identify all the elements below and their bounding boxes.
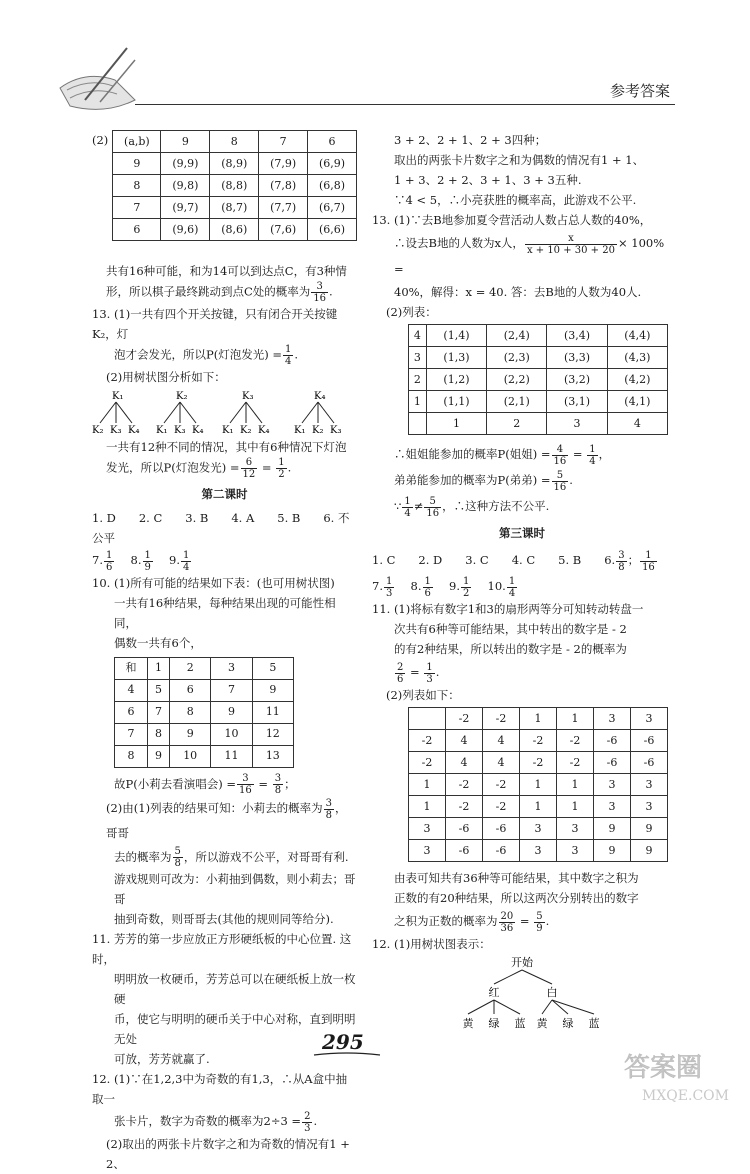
question-10-line: 10. (1)所有可能的结果如下表：(也可用树状图) [92,575,335,590]
table-cell [409,413,427,435]
table-cell: (3,1) [547,391,607,413]
table-cell: 3 [631,796,668,818]
question-12-line: 12. (1)∵在1,2,3中为奇数的有1,3，∴从A盒中抽取一 [92,1072,348,1106]
tree-node: K₄ [128,425,140,436]
table-cell: 4 [483,730,520,752]
table-cell: (6,9) [308,153,357,175]
fraction: $\frac{5}{8}$ [174,846,181,869]
table-row [409,752,668,774]
table-cell: 1 [520,796,557,818]
fraction: $\frac{1}{3}$ [385,575,393,599]
watermark-text: 答案圈 [624,1053,703,1083]
table-cell: 1 [557,774,594,796]
tree-node: K₁ [222,425,234,436]
table-row [409,730,668,752]
question-13-line: 13. (1)∵去B地参加夏令营活动人数占总人数的40%， [372,213,652,227]
fraction: $\frac{2}{6}$ [397,661,404,685]
fraction: $\frac{5}{16}$ [553,469,567,493]
tree-node: K₂ [92,425,104,436]
table-cell: 1 [557,796,594,818]
table-siblings [408,324,668,435]
tree-node: K₄ [258,425,270,436]
text-line: (2)由(1)列表的结果可知：小莉去的概率为 $\frac{3}{8}$ ，哥哥 [106,797,347,840]
table-cell: (3,3) [547,347,607,369]
table-cell: (6,7) [308,197,357,219]
table-cell: -6 [483,818,520,840]
tree-node: K₂ [312,425,324,436]
text-line: 故P(小莉去看演唱会) = $\frac{3}{16}$ = $\frac{3}{8}$ ； [114,773,296,796]
table-cell: -2 [446,708,483,730]
text-line: 张卡片，数字为奇数的概率为2÷3 = $\frac{2}{3}$ . [114,1110,318,1134]
table-cell: (6,6) [308,219,357,241]
fraction: $\frac{1}{6}$ [105,549,113,573]
table-cell: -6 [594,752,631,774]
table-cell: 9 [170,723,211,745]
table-row [113,197,357,219]
tree-node: K₃ [110,425,122,436]
table-cell: 8 [170,701,211,723]
table-cell: 8 [113,175,161,197]
table-cell: 1 [426,413,486,435]
table-cell: 和 [115,657,148,679]
fraction: $\frac{1}{16}$ [642,549,655,573]
section-title: 第三课时 [499,526,545,540]
table-cell: (7,7) [259,197,308,219]
table-cell: (9,8) [161,175,210,197]
text-line: 由表可知共有36种等可能结果，其中数字之积为 [394,871,639,885]
question-11-line: 11. 芳芳的第一步应放正方形硬纸板的中心位置. 这时， [92,932,352,966]
table-cell: (a,b) [113,131,161,153]
text-line: (2)列表： [386,305,437,319]
table-row [115,657,294,679]
tree-node: K₁ [112,391,124,402]
table-cell: 6 [170,679,211,701]
fraction: $\frac{3}{8}$ [325,797,332,821]
table-cell: -2 [520,752,557,774]
text-line: 币，使它与明明的硬币关于中心对称，直到明明无处 [114,1012,356,1046]
tree-node: 绿 [488,1017,500,1030]
page-number: 295 [322,1030,364,1054]
tree-node: 蓝 [514,1017,526,1030]
fraction: $\frac{3}{16}$ [239,773,252,796]
table-cell: -2 [557,730,594,752]
tree-node: 白 [546,986,558,999]
table-cell: 9 [211,701,252,723]
table-cell: -2 [520,730,557,752]
table-cell: 8 [115,745,148,767]
text-line: ∵ $\frac{1}{4}$ ≠ $\frac{5}{16}$ ，∴这种方法不公平. [394,495,550,519]
fraction: $\frac{1}{4}$ [285,344,292,367]
tree-branch [222,391,269,436]
table-cell: 6 [115,701,148,723]
fraction: $\frac{1}{3}$ [426,661,433,685]
table-cell: (8,7) [210,197,259,219]
fraction: $\frac{x}{x + 10 + 30 + 20}$ [526,232,615,256]
right-column [372,130,672,1034]
table-cell: 7 [148,701,170,723]
text-line: 弟弟能参加的概率为P(弟弟) = $\frac{5}{16}$ . [394,469,573,493]
question-12-line: 12. (1)用树状图表示： [372,937,491,951]
table-products [408,707,668,862]
fraction: $\frac{1}{6}$ [424,575,431,599]
fraction: $\frac{2}{3}$ [304,1110,311,1134]
table-row [409,774,668,796]
table-cell: 3 [409,840,446,862]
question-11-line: 11. (1)将标有数字1和3的扇形两等分可知转动转盘一 [372,602,644,616]
table-cell: (2,1) [487,391,547,413]
table-cell: (2,4) [487,325,547,347]
table-cell: 3 [547,413,607,435]
table-row [409,818,668,840]
answer-line: 7. $\frac{1}{3}$ 8. $\frac{1}{6}$ 9. $\frac{1}{2}$ 10. $\frac{1}{4}$ [372,575,516,599]
header-decoration-icon [55,40,145,115]
table-cell: 1 [148,657,170,679]
table-cell: 2 [170,657,211,679]
table-cell: 1 [409,796,446,818]
left-column [92,130,357,1174]
tree-node: K₁ [294,425,306,436]
table-cell: 4 [409,325,427,347]
table-cell: (3,2) [547,369,607,391]
table-cell: -2 [409,752,446,774]
tree-diagram-colors [372,954,672,1034]
text-line: 可放，芳芳就赢了. [114,1052,210,1066]
table-cell: (8,8) [210,175,259,197]
table-cell: 9 [594,840,631,862]
fraction: $\frac{4}{16}$ [553,443,567,467]
header-title: 参考答案 [609,82,670,100]
table-cell: -2 [446,774,483,796]
fraction: $\frac{3}{8}$ [274,773,282,796]
text-line: 取出的两张卡片数字之和为偶数的情况有1 + 1、 [394,153,645,167]
table-cell: 3 [594,796,631,818]
table-row [409,347,668,369]
tree-node: 红 [488,986,500,999]
text-line: 泡才会发光，所以P(灯泡发光) = $\frac{1}{4}$ . [114,344,299,367]
text-line: 之积为正数的概率为 $\frac{20}{36}$ = $\frac{5}{9}$ . [394,910,550,934]
table-cell: (4,1) [607,391,667,413]
table-cell: 1 [557,708,594,730]
table-cell: (3,4) [547,325,607,347]
fraction: $\frac{5}{9}$ [536,910,543,934]
tree-node: 绿 [562,1017,574,1030]
table-row [115,701,294,723]
table-cell: (1,1) [426,391,486,413]
table-cell: (4,4) [607,325,667,347]
table-cell: 3 [557,840,594,862]
table-cell [409,708,446,730]
table-cell: 6 [308,131,357,153]
table-cell: -6 [446,840,483,862]
answer-line: 7. $\frac{1}{6}$ 8. $\frac{1}{9}$ 9. $\frac{1}{4}$ [92,549,190,573]
text-line: 的有2种结果，所以转出的数字是 - 2的概率为 [394,642,627,656]
table-row [113,131,357,153]
fraction: $\frac{3}{8}$ [618,549,625,573]
tree-node: K₁ [156,425,168,436]
text-line: 1 + 3、2 + 2、3 + 1、3 + 3五种. [394,173,582,187]
text-line: (2)列表如下： [386,688,460,702]
table-cell: 3 [557,818,594,840]
table-cell: 5 [252,657,293,679]
table-cell: 5 [148,679,170,701]
tree-branch [156,391,203,436]
text-line: 一共有16种结果，每种结果出现的可能性相同， [114,595,336,630]
tree-branch [294,391,341,436]
question-13-line: 13. (1)一共有四个开关按键，只有闭合开关按键K₂，灯 [92,307,338,341]
table-cell: 9 [631,818,668,840]
tree-node: 开始 [511,956,533,969]
watermark-text: MXQE.COM [642,1088,729,1104]
table-cell: -2 [483,774,520,796]
table-cell: -6 [594,730,631,752]
table-cell: (7,9) [259,153,308,175]
text-line: 偶数一共有6个， [114,635,202,650]
table-cell: 7 [115,723,148,745]
table-cell: 3 [409,818,446,840]
table-cell: (2,2) [487,369,547,391]
fraction: $\frac{20}{36}$ [500,910,514,934]
table-cell: (9,7) [161,197,210,219]
table-cell: 4 [115,679,148,701]
table-cell: (2,3) [487,347,547,369]
tree-node: K₃ [174,425,186,436]
table-row [115,745,294,767]
tree-branch [92,391,139,436]
table-cell: 3 [520,840,557,862]
table-row [409,796,668,818]
table-cell: 1 [520,774,557,796]
table-cell: -2 [409,730,446,752]
fraction: $\frac{1}{9}$ [144,549,151,573]
table-cell: 3 [631,708,668,730]
table-row [409,369,668,391]
table-row [115,723,294,745]
tree-diagram-switches [92,387,357,437]
fraction: $\frac{5}{16}$ [426,495,440,519]
table-cell: 7 [113,197,161,219]
table-cell: 11 [252,701,293,723]
table-cell: 2 [409,369,427,391]
table-sums [114,657,294,768]
table-cell: 7 [211,679,252,701]
table-cell: (8,9) [210,153,259,175]
text-line: (2)用树状图分析如下： [106,370,226,384]
table-cell: 7 [259,131,308,153]
tree-node: 蓝 [588,1017,600,1030]
table-cell: (4,2) [607,369,667,391]
fraction: $\frac{3}{16}$ [313,281,327,304]
table-cell: 3 [594,774,631,796]
table-cell: 2 [487,413,547,435]
fraction: $\frac{6}{12}$ [242,457,256,480]
table-row [113,153,357,175]
tree-node: K₂ [240,425,252,436]
table-cell: 3 [409,347,427,369]
text-line: 次共有6种等可能结果，其中转出的数字是 - 2 [394,622,627,636]
answer-line: 1. C 2. D 3. C 4. C 5. B 6. $\frac{3}{8}$ ； $\frac{1}{16}$ [372,549,655,573]
table-cell: 9 [631,840,668,862]
table-cell: 1 [520,708,557,730]
table-row [409,325,668,347]
table-cell: 9 [252,679,293,701]
table-cell: (6,8) [308,175,357,197]
table-cell: 1 [409,774,446,796]
tree-node: 黄 [462,1017,474,1030]
text-line: $\frac{2}{6}$ = $\frac{1}{3}$ . [397,661,440,685]
header-rule [135,104,675,105]
fraction: $\frac{1}{4}$ [589,443,596,467]
table-cell: (9,6) [161,219,210,241]
table-cell: 13 [252,745,293,767]
table-cell: 3 [631,774,668,796]
text-line: 3 + 2、2 + 1、2 + 3四种； [394,133,547,147]
table-row [113,219,357,241]
table-row [115,679,294,701]
table-cell: 6 [113,219,161,241]
table-cell: 4 [483,752,520,774]
table-cell: 4 [607,413,667,435]
table-cell: 3 [211,657,252,679]
text-line: 一共有12种不同的情况，其中有6种情况下灯泡 [106,440,347,454]
table-cell: (1,4) [426,325,486,347]
table-cell: -2 [446,796,483,818]
table-cell: 9 [148,745,170,767]
table-cell: (1,3) [426,347,486,369]
table-cell: 9 [594,818,631,840]
tree-node: K₃ [330,425,342,436]
question-2-label: (2) [92,133,109,147]
table-cell: -2 [557,752,594,774]
table-cell: 10 [170,745,211,767]
watermark-logo-icon [620,1042,750,1106]
text-line: 游戏规则可改为：小莉抽到偶数，则小莉去；哥哥 [114,872,356,906]
table-cell: -6 [483,840,520,862]
table-cell: (7,8) [259,175,308,197]
table-cell: 9 [161,131,210,153]
text-line: 共有16种可能，和为14可以到达点C，有3种情 [106,264,347,278]
table-row [409,413,668,435]
table-cell: 8 [210,131,259,153]
answer-line: 1. D 2. C 3. B 4. A 5. B 6. 不公平 [92,511,350,545]
tree-node: K₂ [176,391,188,402]
table-cell: 3 [520,818,557,840]
fraction: $\frac{1}{2}$ [278,457,285,480]
table-cell: 4 [446,752,483,774]
table-cell: -6 [631,752,668,774]
table-coordinates [112,130,357,241]
table-cell: (7,6) [259,219,308,241]
table-cell: 11 [211,745,252,767]
tree-node: 黄 [536,1017,548,1030]
table-cell: 3 [594,708,631,730]
text-line: ∴姐姐能参加的概率P(姐姐) = $\frac{4}{16}$ = $\frac{1}{4}$ ， [394,443,611,467]
fraction: $\frac{1}{4}$ [183,549,190,573]
fraction: $\frac{1}{2}$ [463,575,470,599]
table-cell: 9 [113,153,161,175]
table-cell: 8 [148,723,170,745]
text-line: 去的概率为 $\frac{5}{8}$ ，所以游戏不公平，对哥哥有利. [114,846,349,869]
table-cell: 10 [211,723,252,745]
table-cell: -6 [446,818,483,840]
table-cell: 12 [252,723,293,745]
table-cell: -2 [483,708,520,730]
text-line: 形，所以棋子最终跳动到点C处的概率为 $\frac{3}{16}$ . [106,281,333,304]
text-line: ∵4 < 5，∴小亮获胜的概率高，此游戏不公平. [394,193,637,207]
text-line: 抽到奇数，则哥哥去(其他的规则同等给分). [114,912,334,926]
tree-node: K₄ [192,425,204,436]
text-line: (2)取出的两张卡片数字之和为奇数的情况有1 + 2、 [106,1136,350,1171]
text-line: 明明放一枚硬币，芳芳总可以在硬纸板上放一枚硬 [114,972,356,1006]
table-cell: (8,6) [210,219,259,241]
tree-node: K₃ [242,391,254,402]
text-line: 正数的有20种结果，所以这两次分别转出的数字 [394,891,639,905]
fraction: $\frac{1}{4}$ [404,495,411,519]
table-cell: (1,2) [426,369,486,391]
page-number-underline-icon [312,1052,382,1058]
tree-node: K₄ [314,391,326,402]
section-title: 第二课时 [201,487,248,501]
table-cell: 1 [409,391,427,413]
table-row [113,175,357,197]
text-line: ∴设去B地的人数为x人， $\frac{x}{x + 10 + 30 + 20}$ × 100% = [394,232,665,276]
table-cell: (4,3) [607,347,667,369]
table-cell: -2 [483,796,520,818]
fraction: $\frac{1}{4}$ [508,575,516,599]
table-row [409,391,668,413]
table-row [409,840,668,862]
text-line: 发光，所以P(灯泡发光) = $\frac{6}{12}$ = $\frac{1}{2}$ . [106,457,292,480]
table-cell: 4 [446,730,483,752]
text-line: 40%，解得：x = 40. 答：去B地的人数为40人. [394,285,642,299]
table-cell: (9,9) [161,153,210,175]
table-row [409,708,668,730]
table-cell: -6 [631,730,668,752]
